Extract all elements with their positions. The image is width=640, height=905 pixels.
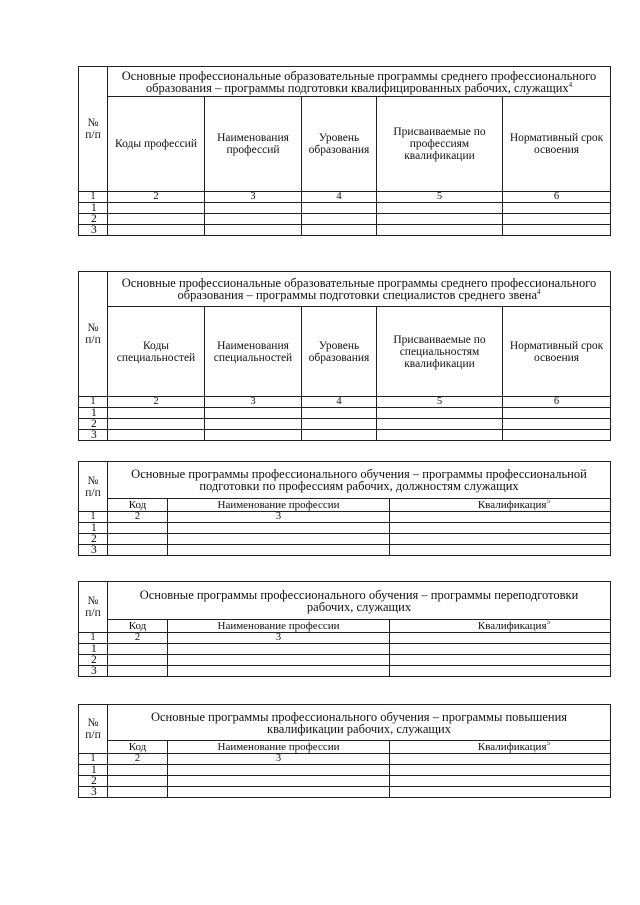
table-vocational-training-programs — [78, 461, 611, 556]
cell — [302, 408, 377, 419]
cell — [108, 430, 205, 441]
cell — [390, 765, 611, 776]
cell — [168, 655, 390, 666]
table-row — [79, 419, 611, 430]
row-number: 2 — [79, 655, 108, 666]
column-number: 3 — [168, 754, 390, 765]
table-retraining-programs — [78, 581, 611, 677]
column-header: Присваиваемые по профессиям квалификации — [377, 97, 503, 192]
column-header: Наименования профессий — [205, 97, 302, 192]
table-row — [79, 666, 611, 677]
column-number: 2 — [108, 754, 168, 765]
column-number: 1 — [79, 192, 108, 203]
column-number: 1 — [79, 512, 108, 523]
cell — [302, 214, 377, 225]
row-number: 3 — [79, 545, 108, 556]
column-header: Коды профессий — [108, 97, 205, 192]
cell — [377, 419, 503, 430]
footnote-mark: 5 — [546, 619, 551, 626]
cell — [108, 644, 168, 655]
cell — [377, 408, 503, 419]
row-number: 2 — [79, 419, 108, 430]
cell — [302, 225, 377, 236]
column-header: Наименования специальностей — [205, 307, 302, 397]
footnote-mark: 5 — [546, 740, 551, 747]
column-header: Квалификация$^5$ — [390, 741, 611, 754]
cell — [390, 633, 611, 644]
cell — [108, 408, 205, 419]
footnote-mark: 5 — [546, 498, 550, 505]
cell — [108, 214, 205, 225]
cell — [503, 214, 611, 225]
column-header: Квалификация$^5$ — [390, 620, 611, 633]
table-row — [79, 214, 611, 225]
cell — [168, 787, 390, 798]
column-header: Код — [108, 499, 168, 512]
cell — [390, 655, 611, 666]
table-row — [79, 644, 611, 655]
table-title: Основные профессиональные образовательные программы среднего профессионального образования – программы подготовки специалистов среднего звена$^4$ — [108, 272, 611, 307]
number-header: № п/п — [79, 582, 108, 633]
column-number: 3 — [168, 633, 390, 644]
cell — [108, 419, 205, 430]
cell — [108, 203, 205, 214]
cell — [205, 225, 302, 236]
column-header: Код — [108, 620, 168, 633]
cell — [390, 666, 611, 677]
cell — [108, 776, 168, 787]
cell — [108, 545, 168, 556]
cell — [390, 523, 611, 534]
row-number: 2 — [79, 534, 108, 545]
table-row — [79, 534, 611, 545]
cell — [390, 545, 611, 556]
cell — [302, 430, 377, 441]
table-row — [79, 203, 611, 214]
number-header: № п/п — [79, 462, 108, 512]
cell — [302, 419, 377, 430]
column-header: Нормативный срок освоения — [503, 307, 611, 397]
column-number: 2 — [108, 397, 205, 408]
cell — [205, 408, 302, 419]
column-header: Присваиваемые по специальностям квалификации — [377, 307, 503, 397]
column-number: 6 — [503, 397, 611, 408]
number-header: № п/п — [79, 272, 108, 397]
cell — [205, 203, 302, 214]
column-header: Код — [108, 741, 168, 754]
cell — [108, 523, 168, 534]
cell — [390, 787, 611, 798]
cell — [168, 644, 390, 655]
table-title: Основные программы профессионального обучения – программы профессиональной подготовки по профессиям рабочих, должностям служащих — [108, 462, 611, 499]
cell — [377, 203, 503, 214]
column-number: 3 — [205, 192, 302, 203]
row-number: 1 — [79, 408, 108, 419]
column-header: Наименование профессии — [168, 499, 390, 512]
column-number: 2 — [108, 192, 205, 203]
cell — [390, 644, 611, 655]
cell — [205, 419, 302, 430]
cell — [377, 225, 503, 236]
row-number: 3 — [79, 666, 108, 677]
table-row — [79, 408, 611, 419]
column-header: Уровень образования — [302, 97, 377, 192]
cell — [108, 225, 205, 236]
column-number: 5 — [377, 192, 503, 203]
footnote-mark: 4 — [568, 80, 573, 89]
column-number: 1 — [79, 754, 108, 765]
column-header: Уровень образования — [302, 307, 377, 397]
cell — [390, 534, 611, 545]
table-row — [79, 545, 611, 556]
row-number: 1 — [79, 203, 108, 214]
column-number: 2 — [108, 633, 168, 644]
cell — [168, 765, 390, 776]
cell — [108, 655, 168, 666]
cell — [390, 776, 611, 787]
column-number: 3 — [168, 512, 390, 523]
table-row — [79, 787, 611, 798]
cell — [168, 776, 390, 787]
cell — [108, 666, 168, 677]
column-number: 3 — [205, 397, 302, 408]
column-header: Наименование профессии — [168, 620, 390, 633]
table-title: Основные программы профессионального обучения – программы переподготовки рабочих, служащих — [108, 582, 611, 620]
row-number: 3 — [79, 787, 108, 798]
table-row — [79, 430, 611, 441]
row-number: 2 — [79, 776, 108, 787]
column-header: Коды специальностей — [108, 307, 205, 397]
column-header: Наименование профессии — [168, 741, 390, 754]
column-header: Нормативный срок освоения — [503, 97, 611, 192]
cell — [503, 419, 611, 430]
cell — [377, 214, 503, 225]
cell — [168, 666, 390, 677]
row-number: 1 — [79, 644, 108, 655]
row-number: 1 — [79, 765, 108, 776]
cell — [205, 430, 302, 441]
row-number: 1 — [79, 523, 108, 534]
column-number: 6 — [503, 192, 611, 203]
cell — [503, 225, 611, 236]
table-row — [79, 655, 611, 666]
cell — [205, 214, 302, 225]
column-header: Квалификация$^5$ — [390, 499, 611, 512]
column-number: 4 — [302, 192, 377, 203]
column-number: 2 — [108, 512, 168, 523]
cell — [168, 545, 390, 556]
row-number: 3 — [79, 225, 108, 236]
column-number: 1 — [79, 397, 108, 408]
cell — [302, 203, 377, 214]
column-number: 5 — [377, 397, 503, 408]
row-number: 3 — [79, 430, 108, 441]
number-header: № п/п — [79, 67, 108, 192]
row-number: 2 — [79, 214, 108, 225]
number-header: № п/п — [79, 705, 108, 754]
table-row — [79, 776, 611, 787]
cell — [503, 203, 611, 214]
cell — [108, 534, 168, 545]
cell — [377, 430, 503, 441]
cell — [108, 765, 168, 776]
footnote-mark: 4 — [537, 288, 541, 296]
table-skilled-workers-programs — [78, 66, 611, 236]
cell — [390, 754, 611, 765]
column-number: 4 — [302, 397, 377, 408]
cell — [168, 534, 390, 545]
column-number: 1 — [79, 633, 108, 644]
table-title: Основные профессиональные образовательные программы среднего профессионального образования – программы подготовки квалифицированных рабочих, служащих$^4$ — [108, 67, 611, 97]
cell — [168, 523, 390, 534]
cell — [390, 512, 611, 523]
table-title: Основные программы профессионального обучения – программы повышения квалификации рабочих, служащих — [108, 705, 611, 741]
cell — [503, 408, 611, 419]
cell — [503, 430, 611, 441]
cell — [108, 787, 168, 798]
table-row — [79, 225, 611, 236]
table-row — [79, 523, 611, 534]
table-advanced-training-programs — [78, 704, 611, 798]
table-mid-level-specialists-programs — [78, 271, 611, 441]
table-row — [79, 765, 611, 776]
